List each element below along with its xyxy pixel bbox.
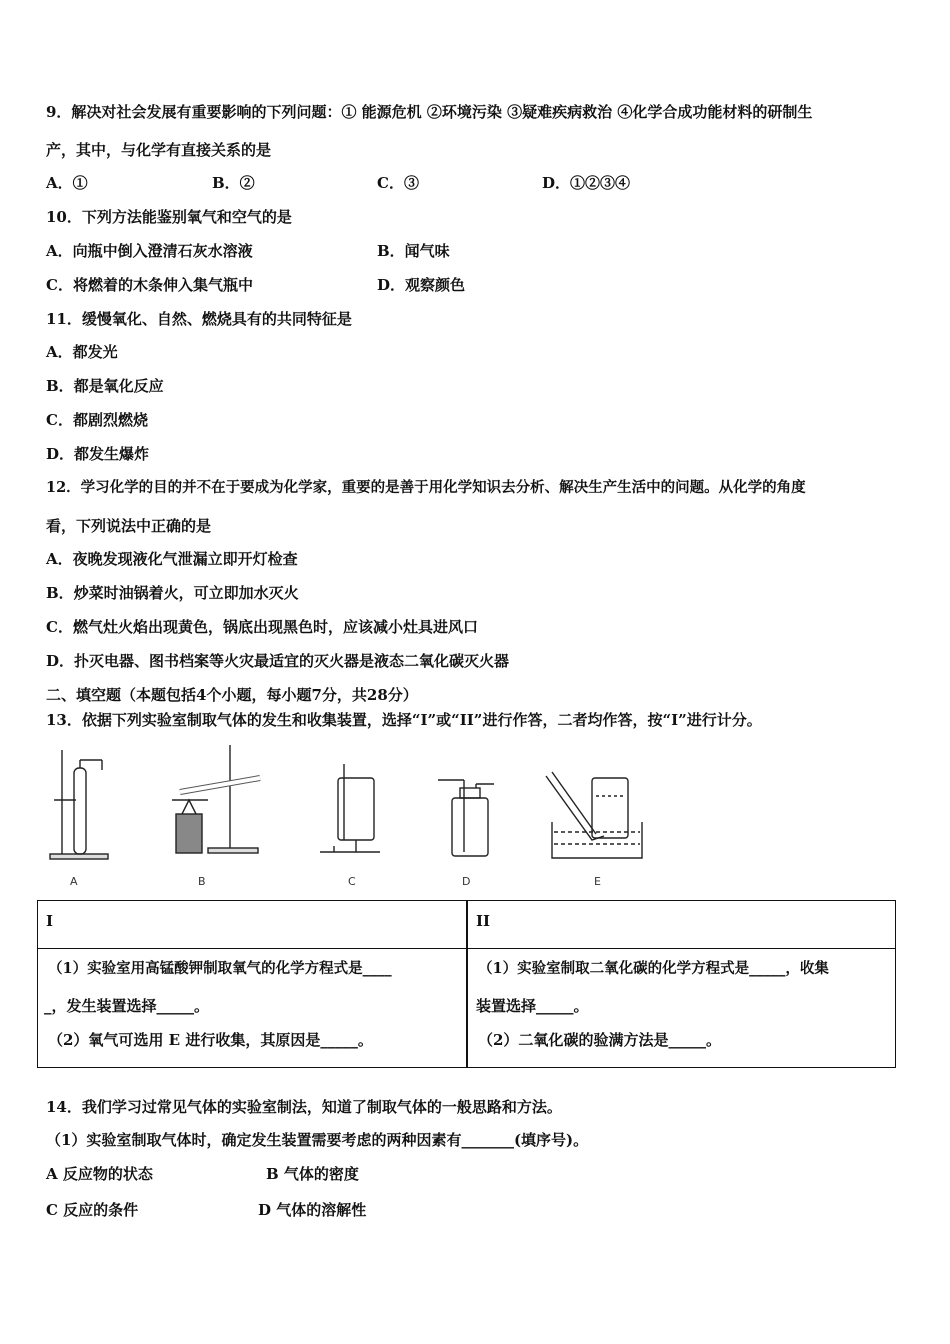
q11-option-a: A．都发光 [46,343,118,361]
q10-option-c: C．将燃着的木条伸入集气瓶中 [46,276,253,294]
table-i-line2: _，发生装置选择_____。 [44,997,210,1015]
q14-option-a: A 反应物的状态 [46,1165,153,1183]
apparatus-a [50,750,108,859]
apparatus-label-a: A [70,875,78,888]
apparatus-figure [40,740,660,890]
table-header-i: I [46,912,54,930]
q12-option-b: B．炒菜时油锅着火，可立即加水灭火 [46,584,299,602]
apparatus-b [172,745,260,853]
q12-stem-line1: 12．学习化学的目的并不在于要成为化学家，重要的是善于用化学知识去分析、解决生产生活中的问题。从化学的角度 [46,479,806,496]
q11-stem: 11．缓慢氧化、自然、燃烧具有的共同特征是 [46,310,352,328]
apparatus-e [546,772,642,858]
q10-option-b: B．闻气味 [377,242,450,260]
table-ii-line3: （2）二氧化碳的验满方法是_____。 [478,1031,721,1049]
q13-choice-table [37,900,896,1068]
q11-option-b: B．都是氧化反应 [46,377,164,395]
apparatus-label-d: D [462,875,471,888]
q14-option-d: D 气体的溶解性 [258,1201,367,1219]
table-ii-line1: （1）实验室制取二氧化碳的化学方程式是_____，收集 [478,960,829,977]
apparatus-label-b: B [198,875,206,888]
q10-stem: 10．下列方法能鉴别氧气和空气的是 [46,208,292,226]
table-i-line1: （1）实验室用高锰酸钾制取氧气的化学方程式是____ [48,960,392,977]
q10-option-d: D．观察颜色 [377,276,466,294]
section-heading: 二、填空题（本题包括4个小题，每小题7分，共28分） [46,686,418,704]
q9-option-c: C．③ [377,174,419,192]
q12-option-d: D．扑灭电器、图书档案等火灾最适宜的灭火器是液态二氧化碳灭火器 [46,652,510,670]
q14-option-b: B 气体的密度 [266,1165,359,1183]
q11-option-c: C．都剧烈燃烧 [46,411,148,429]
q14-option-c: C 反应的条件 [46,1201,139,1219]
apparatus-c [320,764,380,852]
q9-stem-line2: 产，其中，与化学有直接关系的是 [46,141,272,159]
table-ii-line2: 装置选择_____。 [476,997,589,1015]
q9-option-a: A．① [46,174,88,192]
q13-stem: 13．依据下列实验室制取气体的发生和收集装置，选择“I”或“II”进行作答，二者均作答，按“I”进行计分。 [46,711,762,729]
q12-option-a: A．夜晚发现液化气泄漏立即开灯检查 [46,550,298,568]
q11-option-d: D．都发生爆炸 [46,445,150,463]
apparatus-d [438,780,494,856]
apparatus-label-e: E [594,875,601,888]
q10-option-a: A．向瓶中倒入澄清石灰水溶液 [46,242,253,260]
table-i-line3: （2）氧气可选用 E 进行收集，其原因是_____。 [48,1031,373,1049]
apparatus-label-c: C [348,875,356,888]
q12-option-c: C．燃气灶火焰出现黄色，锅底出现黑色时，应该减小灶具进风口 [46,618,478,636]
q9-option-b: B．② [212,174,255,192]
q9-option-d: D．①②③④ [542,174,631,192]
q14-sub1: （1）实验室制取气体时，确定发生装置需要考虑的两种因素有_______(填序号)。 [46,1131,589,1149]
q9-stem-line1: 9．解决对社会发展有重要影响的下列问题：① 能源危机 ②环境污染 ③疑难疾病救治 ④化学合成功能材料的研制生 [46,103,813,121]
q12-stem-line2: 看，下列说法中正确的是 [46,517,212,535]
q14-stem: 14．我们学习过常见气体的实验室制法，知道了制取气体的一般思路和方法。 [46,1098,562,1116]
table-header-ii: II [476,912,491,930]
